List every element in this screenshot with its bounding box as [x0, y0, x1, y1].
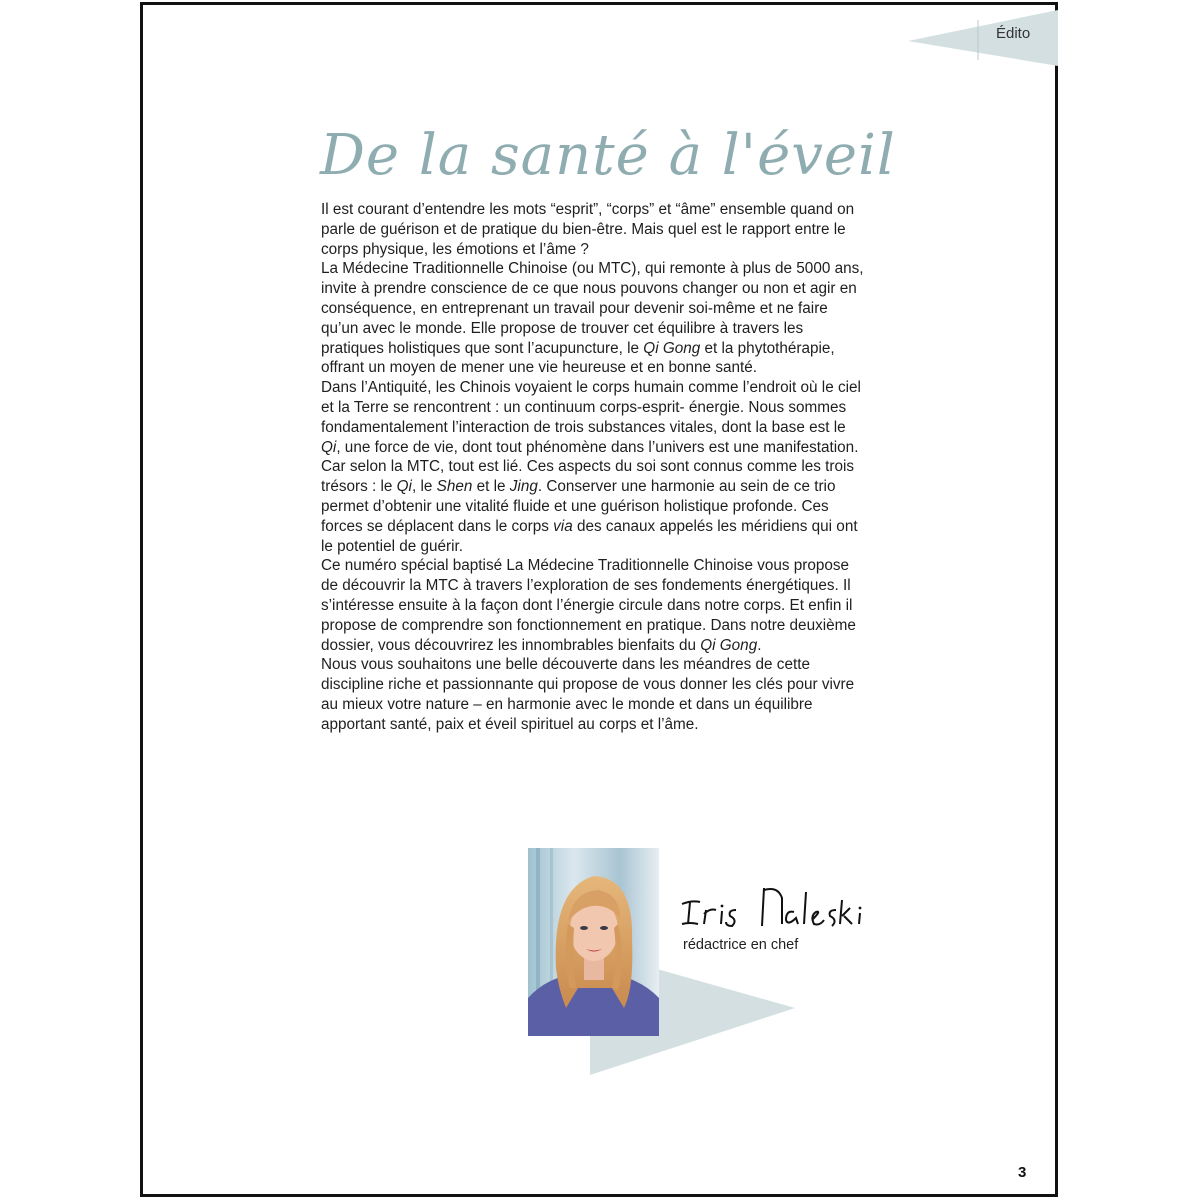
text-run: , le	[411, 478, 437, 496]
text-run: et la phytothérapie, offrant un moyen de mener une vie heureuse et en bonne santé.	[321, 339, 835, 377]
italic-term: Qi	[321, 438, 337, 456]
text-run: . Conserver une harmonie au sein de ce trio permet d’obtenir une vitalité fluide et une guérison holistique profonde. Ces forces se déplacent dans le corps	[321, 478, 836, 535]
text-run: .	[757, 636, 762, 654]
italic-term: Jing	[509, 478, 538, 496]
italic-term: via	[553, 517, 573, 535]
section-tab	[908, 8, 1060, 68]
paragraph	[321, 259, 866, 378]
text-run: Il est courant d’entendre les mots “esprit”, “corps” et “âme” ensemble quand on parle de guérison et de pratique du bien-être. Mais quel est le rapport entre le corps physique, les émotions et l’âme ?	[321, 201, 855, 258]
article-body	[321, 200, 866, 735]
text-run: , une force de vie, dont tout phénomène dans l’univers est une manifestation. Car selon la MTC, tout est lié. Ces aspects du soi sont connus comme les trois trésors : le	[321, 438, 859, 496]
text-run: Nous vous souhaitons une belle découverte dans les méandres de cette discipline riche et passionnante qui propose de vous donner les clés pour vivre au mieux votre nature – en harmonie avec le monde et dans un équilibre apportant santé, paix et éveil spirituel au corps et l’âme.	[321, 656, 855, 733]
text-run: La Médecine Traditionnelle Chinoise (ou MTC), qui remonte à plus de 5000 ans, invite à prendre conscience de ce que nous pouvons changer ou non et agir en conséquence, en entreprenant un travail pour devenir soi-même et ne faire qu’un avec le monde. Elle propose de trouver cet équilibre à travers les pratiques holistiques que sont l’acupuncture, le	[321, 260, 864, 357]
author-role: rédactrice en chef	[683, 937, 799, 953]
text-run: et le	[472, 478, 510, 496]
text-run: Ce numéro spécial baptisé La Médecine Traditionnelle Chinoise vous propose de découvrir la MTC à travers l’exploration de ses fondements énergétiques. Il s’intéresse ensuite à la façon dont l’énergie circule dans notre corps. Et enfin il propose de comprendre son fonctionnement en pratique. Dans notre deuxième dossier, vous découvrirez les innombrables bienfaits du	[321, 557, 856, 654]
signature-icon	[678, 880, 868, 930]
paragraph	[321, 200, 866, 259]
page-number: 3	[1018, 1164, 1027, 1181]
article-title: De la santé à l'éveil	[320, 123, 896, 188]
italic-term: Shen	[436, 478, 473, 496]
italic-term: Qi Gong	[643, 339, 701, 357]
header-triangle-icon	[908, 8, 1060, 68]
text-run: des canaux appelés les méridiens qui ont le potentiel de guérir.	[321, 517, 858, 555]
paragraph	[321, 655, 866, 734]
author-photo	[528, 848, 659, 1036]
text-run: Dans l’Antiquité, les Chinois voyaient le corps humain comme l’endroit où le ciel et la Terre se rencontrent : un continuum corps-esprit- énergie. Nous sommes fondamentalement l’interaction de trois substances vitales, dont la base est le	[321, 379, 861, 436]
section-label: Édito	[996, 25, 1031, 42]
italic-term: Qi	[396, 478, 412, 496]
paragraph	[321, 378, 866, 556]
paragraph	[321, 556, 866, 655]
italic-term: Qi Gong	[700, 636, 758, 654]
